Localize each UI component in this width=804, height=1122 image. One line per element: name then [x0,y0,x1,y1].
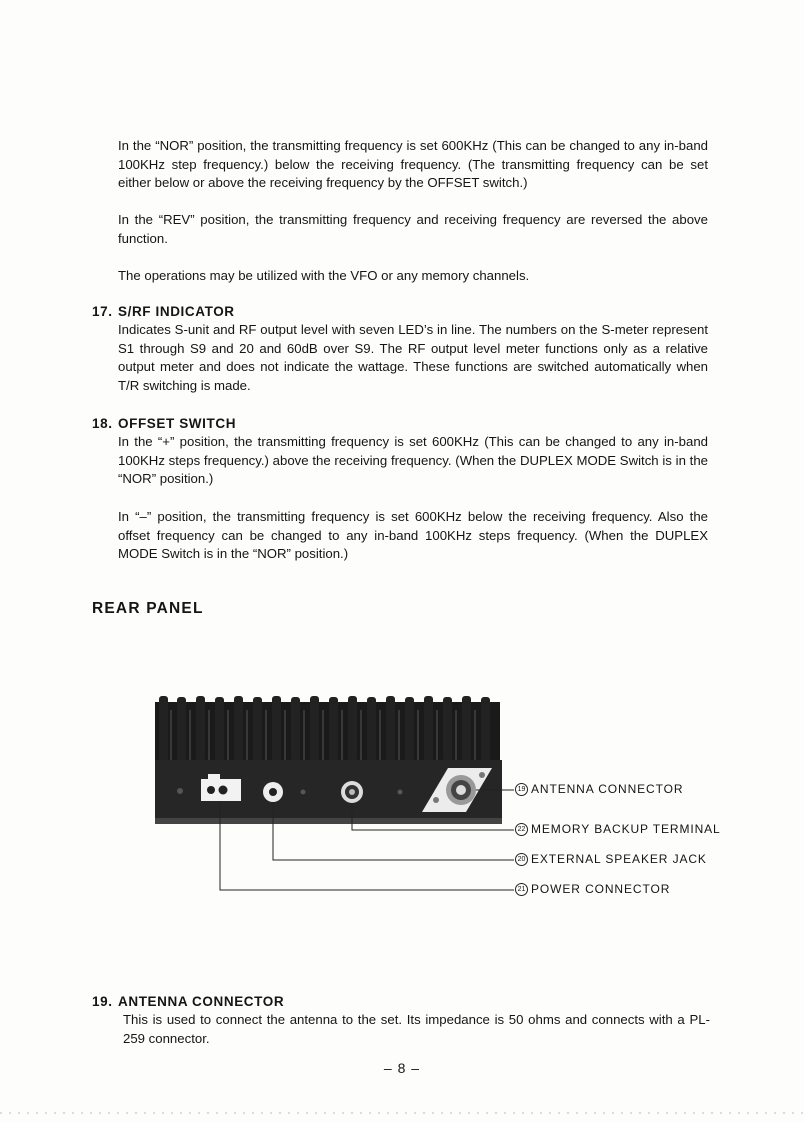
callout-number-22: 22 [515,823,528,836]
external-speaker-jack-graphic [263,782,283,802]
section-17-number: 17. [92,304,113,319]
section-17-title: S/RF INDICATOR [118,304,235,319]
callout-number-20: 20 [515,853,528,866]
section-19-title: ANTENNA CONNECTOR [118,994,285,1009]
memory-backup-terminal-graphic [341,781,363,803]
operations-paragraph: The operations may be utilized with the VFO or any memory channels. [118,268,530,283]
section-19-body: This is used to connect the antenna to the set. Its impedance is 50 ohms and connects with a PL-259 connector. [123,1012,710,1046]
rev-position-paragraph: In the “REV” position, the transmitting frequency and receiving frequency are reversed the above function. [118,212,708,246]
callout-label-external-speaker-jack: EXTERNAL SPEAKER JACK [531,852,707,866]
scan-artifact-line [0,1112,804,1114]
callout-number-21: 21 [515,883,528,896]
callout-memory-backup-terminal [515,822,721,836]
callout-antenna-connector [515,782,683,796]
section-18-body-1: In the “+” position, the transmitting frequency is set 600KHz (This can be changed to any in-band 100KHz steps frequency.) above the receiving frequency. (When the DUPLEX MODE Switch is in the “NOR” position.) [118,434,708,487]
callout-number-19: 19 [515,783,528,796]
nor-position-paragraph: In the “NOR” position, the transmitting frequency is set 600KHz (This can be changed to any in-band 100KHz step frequency.) below the receiving frequency. (The transmitting frequency can be set either below or above the receiving frequency by the OFFSET switch.) [118,138,708,191]
section-18-body-2: In “–” position, the transmitting frequency is set 600KHz below the receiving frequency. Also the offset frequency can be changed to any in-band 100KHz steps frequency. (When the DUPLEX MODE Switch is in the “NOR” position.) [118,509,708,562]
section-17-body: Indicates S-unit and RF output level with seven LED’s in line. The numbers on the S-meter represent S1 through S9 and 20 and 60dB over S9. The RF output level meter functions only as a relative output meter and does not indicate the wattage. These functions are switched automatically when T/R switching is made. [118,322,708,393]
callout-label-antenna-connector: ANTENNA CONNECTOR [531,782,684,796]
section-18-title: OFFSET SWITCH [118,416,237,431]
callout-label-memory-backup-terminal: MEMORY BACKUP TERMINAL [531,822,721,836]
callout-power-connector [515,882,670,896]
page-number: – 8 – [383,1060,421,1076]
section-19-number: 19. [92,994,113,1009]
heatsink-fins [155,696,500,762]
section-18-number: 18. [92,416,113,431]
rear-panel-title: REAR PANEL [92,600,204,617]
callout-label-power-connector: POWER CONNECTOR [531,882,671,896]
section-19-heading [92,994,284,1009]
callout-external-speaker-jack [515,852,707,866]
